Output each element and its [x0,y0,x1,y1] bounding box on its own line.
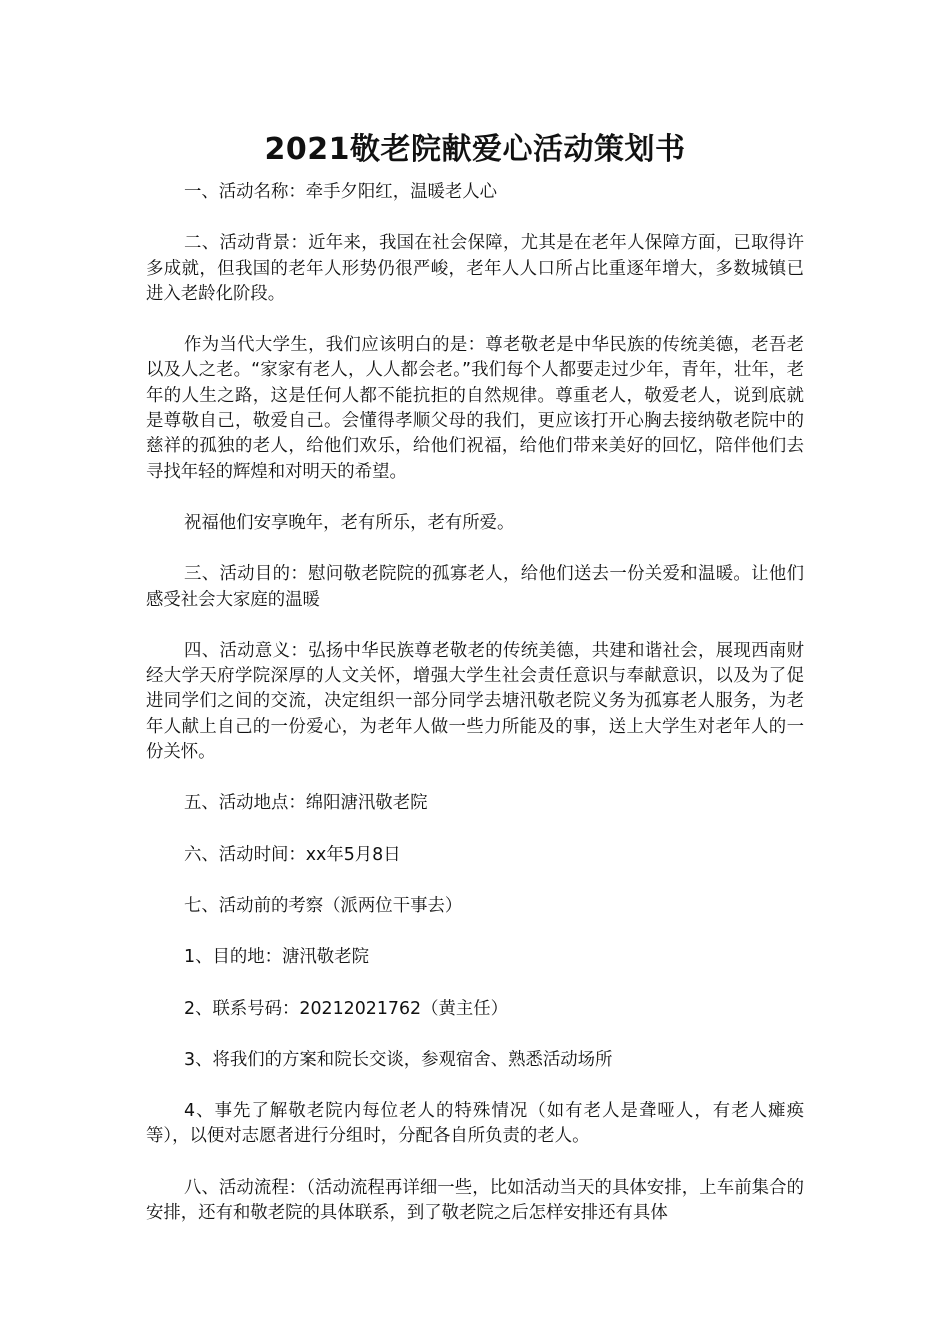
paragraph-plan-discussion: 3、将我们的方案和院长交谈，参观宿舍、熟悉活动场所 [184,1049,613,1070]
paragraph-destination: 1、目的地：溏汛敬老院 [184,947,369,968]
paragraph-pre-inspection: 七、活动前的考察（派两位干事去） [184,895,463,916]
paragraph-process: 八、活动流程：（活动流程再详细一些，比如活动当天的具体安排，上车前集合的安排，还有和敬老院的具体联系，到了敬老院之后怎样安排还有具体 [146,1177,804,1224]
paragraph-purpose: 三、活动目的：慰问敬老院院的孤寡老人，给他们送去一份关爱和温暖。让他们感受社会大家庭的温暖 [146,564,804,610]
paragraph-significance: 四、活动意义：弘扬中华民族尊老敬老的传统美德，共建和谐社会，展现西南财经大学天府学院深厚的人文关怀，增强大学生社会责任意识与奉献意识，以及为了促进同学们之间的交流，决定组织一部分同学去塘汛敬老院义务为孤寡老人服务，为老年人献上自己的一份爱心，为老年人做一些力所能及的事，送上大学生对老年人的一份关怀。 [146,640,804,763]
paragraph-time: 六、活动时间：xx年5月8日 [184,844,401,865]
document-title: 2021敬老院献爱心活动策划书 [264,132,686,167]
paragraph-background: 二、活动背景：近年来，我国在社会保障，尤其是在老年人保障方面，已取得许多成就，但我国的老年人形势仍很严峻，老年人人口所占比重逐年增大，多数城镇已进入老龄化阶段。 [146,233,804,304]
paragraph-location: 五、活动地点：绵阳溏汛敬老院 [184,793,428,814]
paragraph-contact: 2、联系号码：20212021762（黄主任） [184,998,509,1019]
paragraph-activity-name: 一、活动名称：牵手夕阳红，温暖老人心 [184,182,498,202]
paragraph-blessing: 祝福他们安享晚年，老有所乐，老有所爱。 [184,512,515,533]
paragraph-student-duty: 作为当代大学生，我们应该明白的是：尊老敬老是中华民族的传统美德，老吾老以及人之老。“家家有老人，人人都会老。”我们每个人都要走过少年，青年，壮年，老年的人生之路，这是任何人都不能抗拒的自然规律。尊重老人，敬爱老人，说到底就是尊敬自己，敬爱自己。会懂得孝顺父母的我们，更应该打开心胸去接纳敬老院中的慈祥的孤独的老人，给他们欢乐，给他们祝福，给他们带来美好的回忆，陪伴他们去寻找年轻的辉煌和对明天的希望。 [146,335,804,482]
paragraph-elder-situation: 4、事先了解敬老院内每位老人的特殊情况（如有老人是聋哑人，有老人瘫痪等），以便对志愿者进行分组时，分配各自所负责的老人。 [146,1101,804,1147]
